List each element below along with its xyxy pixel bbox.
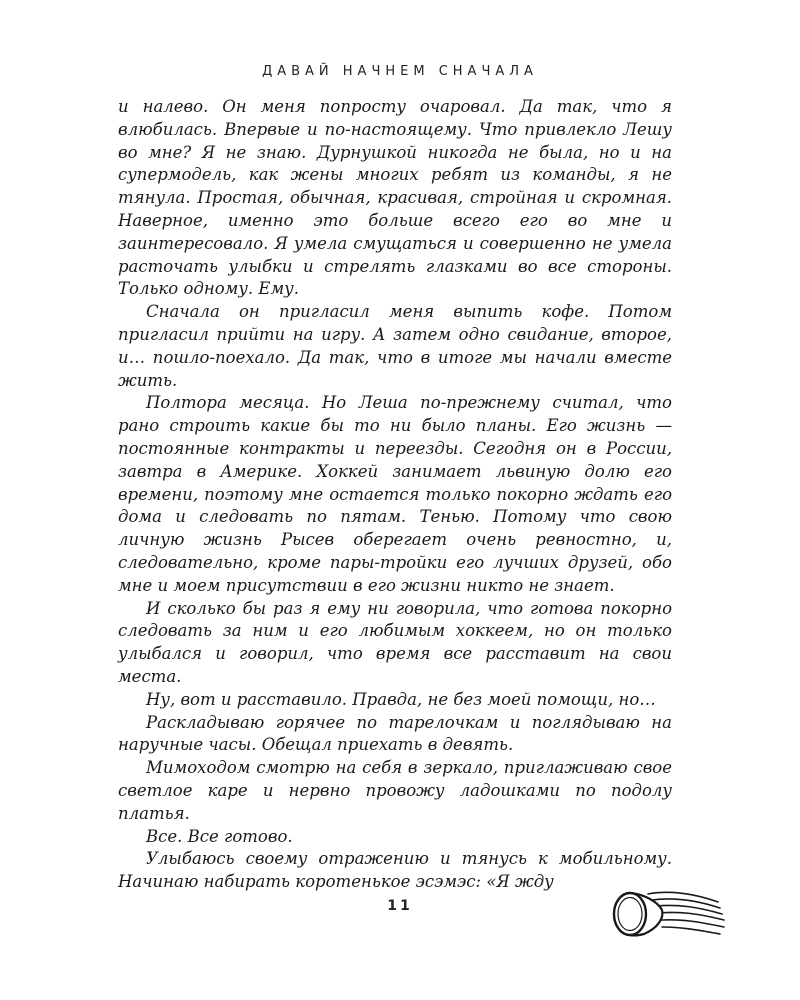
- paragraph: и налево. Он меня попросту очаровал. Да так, что я влюбилась. Впервые и по-настоящему. Что привлекло Лешу во мне? Я не знаю. Дурнушкой никогда не была, но и на супермодель, как жены многих ребят из команды, я не тянула. Простая, обычная, красивая, стройная и скромная. Наверное, именно это больше всего его во мне и заинтересовало. Я умела смущаться и совершенно не умела расточать улыбки и стрелять глазками во все стороны. Только одному. Ему.: [118, 97, 672, 299]
- text-body: [118, 96, 672, 894]
- paragraph: Полтора месяца. Но Леша по-прежнему считал, что рано строить какие бы то ни было планы. Его жизнь — постоянные контракты и переезды. Сегодня он в России, завтра в Америке. Хоккей занимает львиную долю его времени, поэтому мне остается только покорно ждать его дома и следовать по пятам. Тенью. Потому что свою личную жизнь Рысев оберегает очень ревностно, и, следовательно, кроме пары-тройки его лучших друзей, обо мне и моем присутствии в его жизни никто не знает.: [118, 393, 672, 595]
- paragraph: Все. Все готово.: [146, 826, 293, 846]
- paragraph: И сколько бы раз я ему ни говорила, что готова покорно следовать за ним и его любимым хоккеем, но он только улыбался и говорил, что время все расставит на свои места.: [118, 598, 672, 686]
- paragraph: Улыбаюсь своему отражению и тянусь к мобильному. Начинаю набирать коротенькое эсэмэс: «Я жду: [118, 849, 672, 892]
- paragraph: Сначала он пригласил меня выпить кофе. Потом пригласил прийти на игру. А затем одно свидание, второе, и… пошло-поехало. Да так, что в итоге мы начали вместе жить.: [118, 302, 672, 390]
- running-header: ДАВАЙ НАЧНЕМ СНАЧАЛА: [262, 64, 538, 79]
- page-number: 11: [387, 898, 413, 914]
- paragraph: Ну, вот и расставило. Правда, не без моей помощи, но…: [146, 689, 656, 709]
- paragraph: Мимоходом смотрю на себя в зеркало, приглаживаю свое светлое каре и нервно провожу ладошками по подолу платья.: [118, 758, 672, 823]
- paragraph: Раскладываю горячее по тарелочкам и поглядываю на наручные часы. Обещал приехать в девять.: [118, 712, 672, 755]
- hockey-puck-icon: [600, 880, 730, 950]
